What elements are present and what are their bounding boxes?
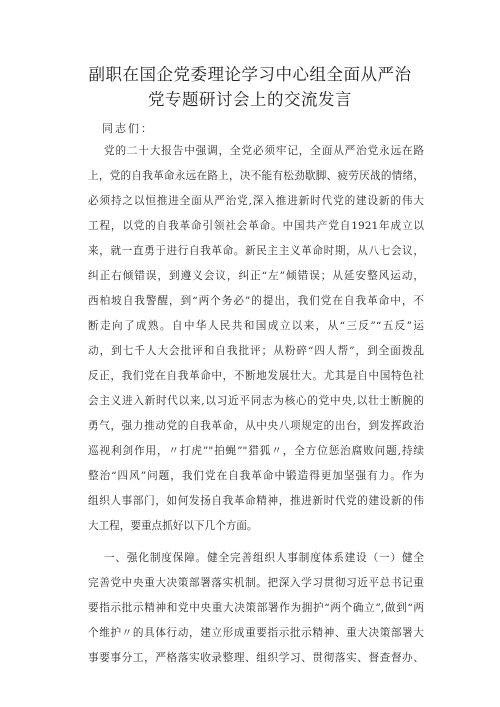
paragraph-2-line: 一、强化制度保障。健全完善组织人事制度体系建设（一）健全 (104, 552, 424, 564)
paragraph-1-line: 整治“四风”问题，我们党在自我革命中锻造得更加坚强有力。作为 (88, 470, 424, 482)
paragraph-1-line: 勇气，强力推动党的自我革命，从中央八项规定的出台，到发挥政治 (88, 420, 424, 432)
paragraph-2-line: 事要事分工，严格落实收录整理、组织学习、贯彻落实、督查督办、 (88, 652, 424, 664)
paragraph-2-line: 完善党中央重大决策部署落实机制。把深入学习贯彻习近平总书记重 (88, 577, 424, 589)
paragraph-1-line: 大工程，要重点抓好以下几个方面。 (88, 520, 258, 532)
document-title-line-1: 副职在国企党委理论学习中心组全面从严治 (88, 65, 412, 84)
paragraph-1-line: 断走向了成熟。自中华人民共和国成立以来，从“三反”“五反”运 (88, 320, 424, 332)
paragraph-2-line: 个维护〃的具体行动，建立形成重要指示批示精神、重大决策部署大 (88, 627, 424, 639)
salutation: 同志们： (102, 122, 154, 135)
paragraph-1-line: 组织人事部门，如何发扬自我革命精神，推进新时代党的建设新的伟 (88, 495, 424, 507)
paragraph-1-line: 工程，以党的自我革命引领社会革命。中国共产党自1921年成立以 (88, 220, 424, 232)
paragraph-1-line: 必须持之以恒推进全面从严治党,深入推进新时代党的建设新的伟大 (88, 195, 424, 207)
paragraph-1-line: 党的二十大报告中强调，全党必须牢记，全面从严治党永远在路 (104, 145, 424, 157)
paragraph-1-line: 会主义进入新时代以来,以习近平同志为核心的党中央,以壮士断腕的 (88, 395, 424, 407)
document-title-line-2: 党专题研讨会上的交流发言 (148, 90, 352, 109)
paragraph-1-line: 上，党的自我革命永远在路上，决不能有松劲歇脚、疲劳厌战的情绪， (88, 170, 424, 182)
paragraph-1-line: 西柏坡自我警醒，到“两个务必”的提出，我们党在自我革命中，不 (88, 295, 424, 307)
paragraph-1-line: 反正，我们党在自我革命中，不断地发展壮大。尤其是自中国特色社 (88, 370, 424, 382)
paragraph-1-line: 来，就一直勇于进行自我革命。新民主主义革命时期，从八七会议， (88, 245, 424, 257)
paragraph-2-line: 要指示批示精神和党中央重大决策部署作为拥护“两个确立”,做到“两 (88, 602, 424, 614)
paragraph-1-line: 巡视利剑作用，〃打虎”"拍蝇”"猎狐〃，全方位惩治腐败问题,持续 (88, 445, 424, 457)
paragraph-1-line: 纠正右倾错误，到遵义会议，纠正“左”倾错误；从延安整风运动， (88, 270, 424, 282)
paragraph-1-line: 动，到七千人大会批评和自我批评；从粉碎“四人帮”，到全面拨乱 (88, 345, 424, 357)
